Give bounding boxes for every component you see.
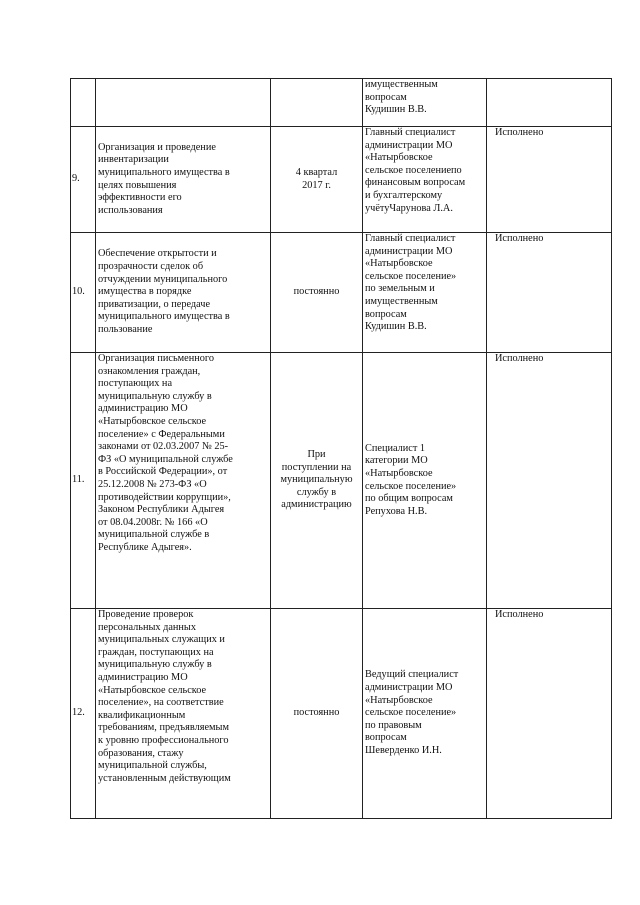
result-cell: Исполнено (487, 609, 612, 819)
result-cell: Исполнено (487, 127, 612, 233)
responsible-cell: Ведущий специалист администрации МО «Натырбовское сельское поселение» по правовым вопросам Шеверденко И.Н. (363, 609, 487, 819)
activity-cell: Организация письменного ознакомления граждан, поступающих на муниципальную службу в администрацию МО «Натырбовское сельское поселение» с Федеральными законами от 02.03.2007 № 25- ФЗ «О муниципальной службе в Российской Федерации», от 25.12.2008 № 273-ФЗ «О противодействии коррупции», Законом Республики Адыгея от 08.04.2008г. № 166 «О муниципальной службе в Республике Адыгея». (96, 353, 271, 609)
term-cell (271, 79, 363, 127)
activity-cell: Проведение проверок персональных данных муниципальных служащих и граждан, поступающих на муниципальную службу в администрацию МО «Натырбовское сельское поселение», на соответствие квалификационным требованиям, предъявляемым к уровню профессионального образования, стажу муниципальной службы, установленным действующим (96, 609, 271, 819)
responsible-cell: Специалист 1 категории МО «Натырбовское сельское поселение» по общим вопросам Репухова Н.В. (363, 353, 487, 609)
row-number: 11. (71, 353, 96, 609)
row-number: 12. (71, 609, 96, 819)
responsible-cell: Главный специалист администрации МО «Натырбовское сельское поселениепо финансовым вопросам и бухгалтерскому учётуЧарунова Л.А. (363, 127, 487, 233)
result-cell (487, 79, 612, 127)
responsible-cell: имущественным вопросам Кудишин В.В. (363, 79, 487, 127)
measures-table (70, 78, 612, 819)
result-cell: Исполнено (487, 233, 612, 353)
responsible-cell: Главный специалист администрации МО «Натырбовское сельское поселение» по земельным и имущественным вопросам Кудишин В.В. (363, 233, 487, 353)
result-cell: Исполнено (487, 353, 612, 609)
term-cell: постоянно (271, 609, 363, 819)
activity-cell: Обеспечение открытости и прозрачности сделок об отчуждении муниципального имущества в порядке приватизации, о передаче муниципального имущества в пользование (96, 233, 271, 353)
table-row (71, 353, 612, 609)
table-row (71, 127, 612, 233)
term-cell: постоянно (271, 233, 363, 353)
row-number (71, 79, 96, 127)
row-number: 9. (71, 127, 96, 233)
activity-cell: Организация и проведение инвентаризации муниципального имущества в целях повышения эффективности его использования (96, 127, 271, 233)
term-cell: При поступлении на муниципальную службу в администрацию (271, 353, 363, 609)
activity-cell (96, 79, 271, 127)
table-row (71, 233, 612, 353)
table-row (71, 609, 612, 819)
term-cell: 4 квартал 2017 г. (271, 127, 363, 233)
table-row (71, 79, 612, 127)
row-number: 10. (71, 233, 96, 353)
